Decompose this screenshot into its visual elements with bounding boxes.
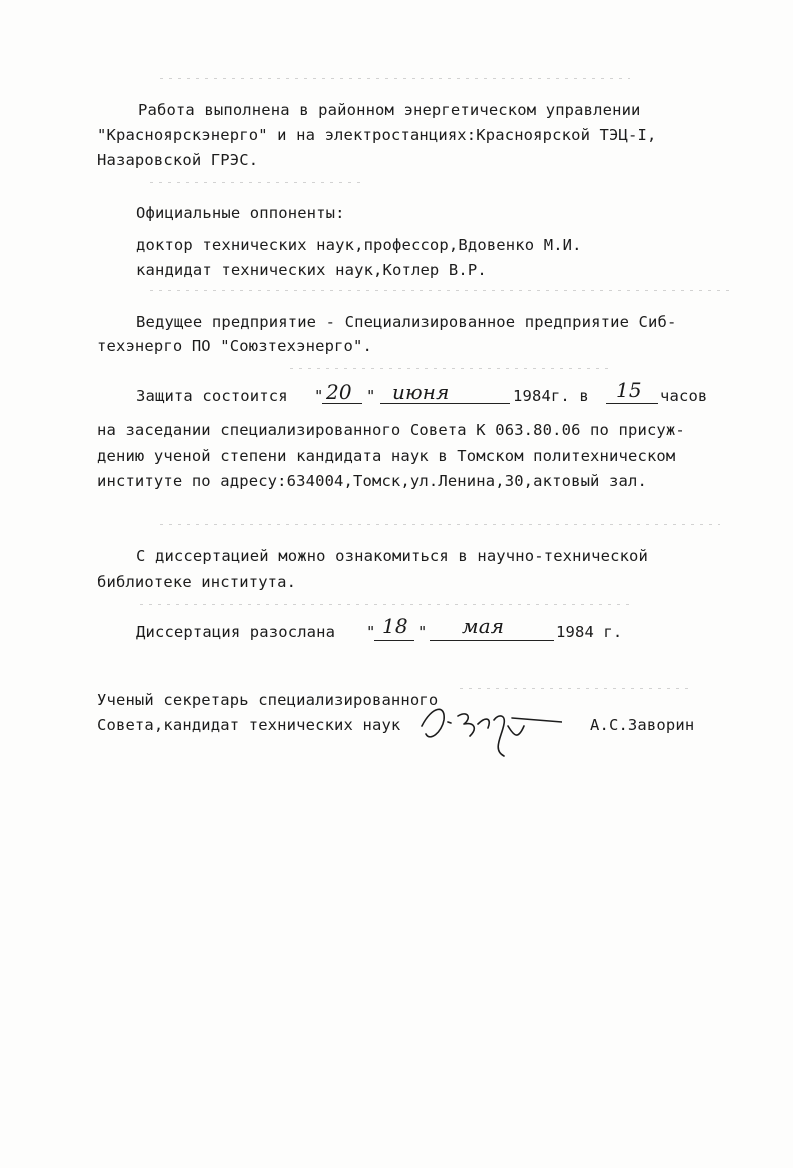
scan-noise (150, 290, 730, 291)
defense-month-handwritten: июня (392, 380, 450, 404)
defense-quote-close: " (366, 387, 376, 405)
opponent-line-1: доктор технических наук,профессор,Вдовенко М.И. (136, 236, 582, 254)
sent-prefix: Диссертация разослана (136, 623, 336, 641)
defense-hours-word: часов (660, 387, 708, 405)
scan-noise (140, 604, 630, 605)
library-line-1: С диссертацией можно ознакомиться в научно-технической (136, 547, 649, 565)
lead-line-2: техэнерго ПО "Союзтехэнерго". (97, 337, 372, 355)
opponent-line-2: кандидат технических наук,Котлер В.Р. (136, 261, 487, 279)
handwritten-signature (412, 696, 562, 760)
scan-noise (290, 368, 610, 369)
scan-noise (460, 688, 690, 689)
secretary-name: А.С.Заворин (590, 716, 695, 734)
defense-quote-open: " (314, 387, 324, 405)
scan-noise (160, 524, 720, 525)
scan-noise (160, 78, 630, 79)
sent-quote-open: " (366, 623, 376, 641)
work-line-1: Работа выполнена в районном энергетическом управлении (138, 101, 641, 119)
opponents-title: Официальные оппоненты: (136, 204, 345, 222)
scan-noise (150, 182, 360, 183)
defense-line-2: на заседании специализированного Совета К 063.80.06 по присуж- (97, 421, 685, 439)
sent-quote-close: " (418, 623, 428, 641)
defense-year: 1984г. в (513, 387, 589, 405)
sent-year: 1984 г. (556, 623, 623, 641)
sent-month-handwritten: мая (462, 614, 505, 638)
secretary-line-1: Ученый секретарь специализированного (97, 691, 439, 709)
lead-line-1: Ведущее предприятие - Специализированное предприятие Сиб- (136, 313, 677, 331)
defense-hour-handwritten: 15 (616, 378, 642, 402)
secretary-line-2: Совета,кандидат технических наук (97, 716, 401, 734)
sent-day-handwritten: 18 (382, 614, 408, 638)
work-line-3: Назаровской ГРЭС. (97, 151, 259, 169)
defense-prefix: Защита состоится (136, 387, 288, 405)
defense-day-handwritten: 20 (326, 380, 352, 404)
defense-line-3: дению ученой степени кандидата наук в Томском политехническом (97, 447, 676, 465)
library-line-2: библиотеке института. (97, 573, 297, 591)
defense-line-4: институте по адресу:634004,Томск,ул.Ленина,30,актовый зал. (97, 472, 647, 490)
work-line-2: "Красноярскэнерго" и на электростанциях:Красноярской ТЭЦ-I, (97, 126, 657, 144)
